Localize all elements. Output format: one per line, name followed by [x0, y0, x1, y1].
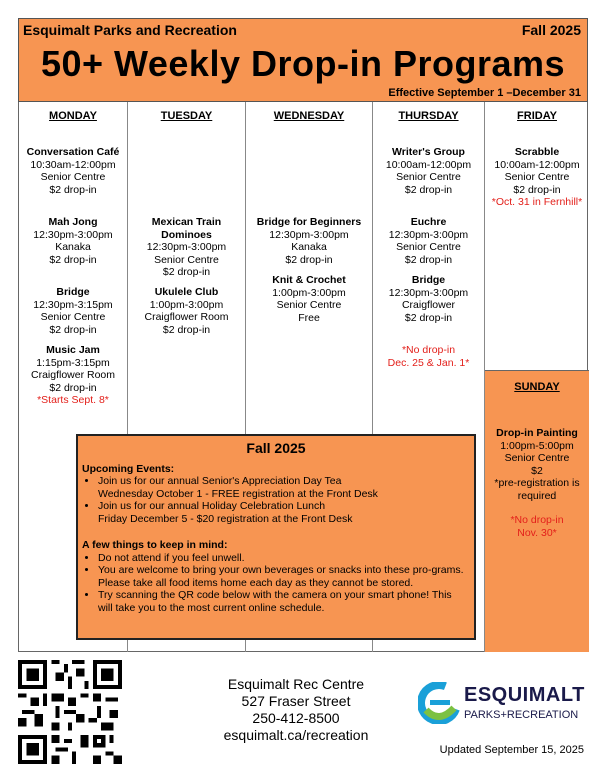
event-place: Craigflower	[401, 299, 456, 311]
list-item: • You are welcome to bring your own beverages or snacks into these pro-grams. Please take all food items home each day as they cannot be stored.	[98, 564, 466, 589]
thursday-heading: THURSDAY	[398, 110, 459, 122]
thursday-event	[373, 216, 484, 266]
event-time: 10:00am-12:00pm	[494, 158, 580, 171]
thursday-event	[373, 146, 484, 196]
event-place: Craigflower Room	[144, 311, 229, 323]
event-note: *Starts Sept. 8*	[37, 394, 109, 406]
event-cost: $2 drop-in	[513, 183, 561, 196]
header-banner	[18, 18, 588, 102]
phone-number: 250-412-8500	[252, 710, 340, 726]
event-name: Bridge	[411, 274, 446, 286]
event-cost: $2 drop-in	[285, 253, 333, 266]
event-place: Craigflower Room	[30, 369, 116, 381]
event-cost: $2	[531, 464, 543, 477]
note-line: *No drop-in	[401, 344, 456, 356]
org-name: Esquimalt Parks and Recreation	[23, 22, 237, 38]
thursday-event	[373, 274, 484, 324]
event-name: Knit & Crochet	[272, 274, 346, 286]
tuesday-event	[128, 286, 245, 336]
street-address: 527 Fraser Street	[241, 693, 351, 709]
event-line: Friday December 5 - $20 registration at the Front Desk	[98, 512, 353, 525]
website-link[interactable]: esquimalt.ca/recreation	[223, 727, 369, 743]
event-cost: $2 drop-in	[404, 311, 453, 324]
reminders-heading: A few things to keep in mind:	[82, 539, 228, 551]
event-line: • Join us for our annual Senior's Appreciation Day Tea	[98, 475, 342, 487]
event-place: Senior Centre	[504, 171, 570, 183]
facility-name: Esquimalt Rec Centre	[227, 676, 365, 692]
event-time: 10:30am-12:00pm	[30, 158, 116, 171]
event-cost: $2 drop-in	[49, 381, 97, 394]
list-item: • Do not attend if you feel unwell.	[98, 552, 466, 565]
reminders-list	[78, 552, 474, 615]
event-cost: Free	[298, 311, 320, 324]
event-place: Kanaka	[291, 241, 327, 253]
qr-code[interactable]	[18, 660, 122, 764]
event-note: *Oct. 31 in Fernhill*	[491, 196, 583, 208]
list-item	[98, 500, 466, 525]
event-place: Senior Centre	[40, 311, 106, 323]
event-time: 1:00pm-3:00pm	[272, 286, 346, 299]
friday-column	[485, 102, 589, 370]
upcoming-events-heading: Upcoming Events:	[82, 462, 175, 475]
event-time: 12:30pm-3:15pm	[33, 298, 113, 311]
footer-address	[196, 676, 396, 744]
thursday-note	[373, 344, 484, 369]
event-cost: $2 drop-in	[162, 323, 211, 336]
event-time: 12:30pm-3:00pm	[269, 228, 349, 241]
wednesday-heading: WEDNESDAY	[273, 110, 345, 122]
sunday-column	[485, 370, 589, 652]
event-name: Bridge for Beginners	[256, 216, 362, 228]
event-name: Mexican Train	[151, 216, 222, 228]
notice-box	[76, 434, 476, 640]
event-time: 1:15pm-3:15pm	[36, 356, 110, 369]
event-name: Music Jam	[46, 344, 100, 356]
list-item	[98, 475, 466, 500]
event-note: *No drop-in	[510, 514, 564, 526]
friday-heading: FRIDAY	[517, 110, 557, 122]
wednesday-event	[246, 274, 372, 324]
esquimalt-logo	[418, 682, 588, 726]
event-place: Senior Centre	[276, 299, 342, 311]
monday-event	[19, 146, 127, 196]
event-place: Senior Centre	[40, 171, 106, 183]
prereg-note: *pre-registration is	[494, 477, 580, 489]
event-cost: $2 drop-in	[49, 323, 97, 336]
tuesday-heading: TUESDAY	[160, 110, 213, 122]
event-name: Conversation Café	[26, 146, 120, 158]
event-time: 12:30pm-3:00pm	[388, 286, 469, 299]
event-place: Senior Centre	[396, 171, 461, 183]
list-item: • Try scanning the QR code below with the camera on your smart phone! This will take you to the most current online schedule.	[98, 589, 466, 614]
logo-main-text: ESQUIMALT	[464, 684, 585, 706]
event-time: 12:30pm-3:00pm	[388, 228, 469, 241]
event-cost: $2 drop-in	[49, 183, 97, 196]
event-place: Senior Centre	[504, 452, 570, 464]
notice-title: Fall 2025	[246, 440, 306, 456]
event-time: 12:30pm-3:00pm	[146, 241, 227, 253]
note-line: Dec. 25 & Jan. 1*	[387, 356, 470, 369]
event-name: Ukulele Club	[154, 286, 219, 298]
monday-event	[19, 216, 127, 266]
logo-e-icon	[418, 682, 460, 724]
event-line: Wednesday October 1 - FREE registration at the Front Desk	[98, 487, 378, 500]
event-cost: $2 drop-in	[49, 253, 97, 266]
page-title: 50+ Weekly Drop-in Programs	[40, 43, 566, 84]
event-name: Mah Jong	[48, 216, 98, 228]
event-line: • Join us for our annual Holiday Celebration Lunch	[98, 500, 326, 512]
events-list	[78, 475, 474, 525]
event-note: Nov. 30*	[517, 526, 557, 539]
season-label: Fall 2025	[521, 22, 581, 38]
event-name: Dominoes	[161, 228, 212, 241]
prereg-note: required	[517, 489, 557, 502]
wednesday-event	[246, 216, 372, 266]
event-name: Writer's Group	[392, 146, 465, 158]
event-time: 1:00pm-5:00pm	[500, 439, 574, 452]
event-name: Scrabble	[514, 146, 560, 158]
monday-event	[19, 344, 127, 407]
event-time: 10:00am-12:00pm	[385, 158, 472, 171]
effective-dates: Effective September 1 –December 31	[388, 87, 581, 99]
monday-heading: MONDAY	[49, 110, 97, 122]
event-place: Senior Centre	[154, 253, 219, 266]
sunday-event	[485, 427, 589, 539]
event-name: Bridge	[56, 286, 90, 298]
event-name: Drop-in Painting	[496, 427, 578, 439]
event-place: Kanaka	[55, 241, 91, 253]
event-name: Euchre	[410, 216, 447, 228]
tuesday-event	[128, 216, 245, 279]
event-place: Senior Centre	[396, 241, 461, 253]
event-cost: $2 drop-in	[162, 266, 211, 278]
event-time: 12:30pm-3:00pm	[33, 228, 113, 241]
event-time: 1:00pm-3:00pm	[149, 298, 224, 311]
event-cost: $2 drop-in	[404, 183, 453, 196]
logo-sub-text: PARKS+RECREATION	[464, 709, 579, 721]
friday-event	[485, 146, 589, 209]
updated-date: Updated September 15, 2025	[439, 744, 584, 756]
monday-event	[19, 286, 127, 336]
event-cost: $2 drop-in	[404, 253, 453, 266]
sunday-heading: SUNDAY	[514, 381, 560, 393]
